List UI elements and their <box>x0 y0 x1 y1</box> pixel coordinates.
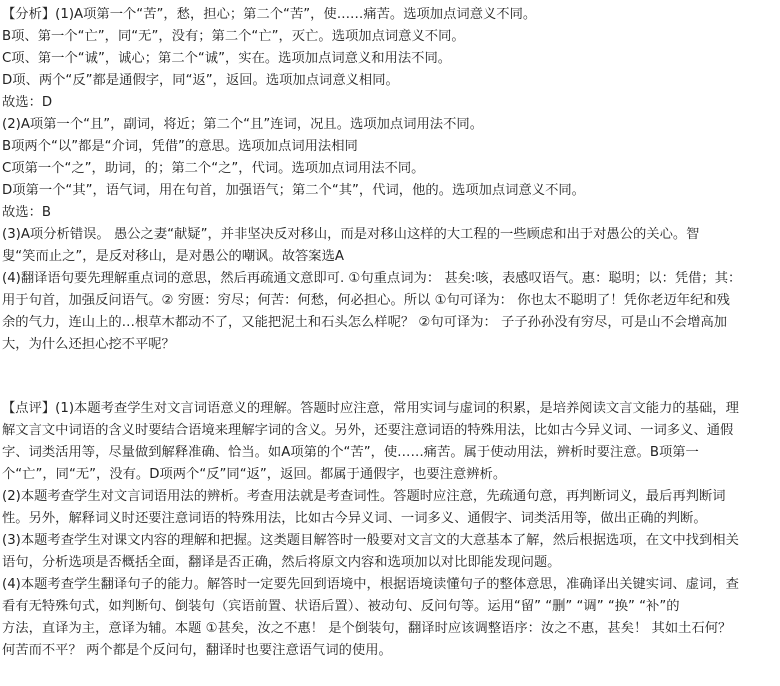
analysis-line-11: (3)A项分析错误。 愚公之妻“献疑”，并非坚决反对移山，而是对移山这样的大工程的一些顾虑和出于对愚公的关心。智 <box>2 227 700 242</box>
analysis-line-13: (4)翻译语句要先理解重点词的意思，然后再疏通文意即可. ①句重点词为： 甚矣:咳，表感叹语气。惠：聪明；以：凭借；其： <box>2 271 742 286</box>
analysis-answer-2: 故选：B <box>2 205 52 220</box>
analysis-line-3: C项、第一个“诚”，诚心；第二个“诚”，实在。选项加点词意义和用法不同。 <box>2 51 452 66</box>
analysis-line-2: B项、第一个“亡”，同“无”，没有；第二个“亡”，灭亡。选项加点词意义不同。 <box>2 29 465 44</box>
analysis-line-9: D项第一个“其”，语气词，用在句首，加强语气；第二个“其”，代词，他的。选项加点词意义不同。 <box>2 183 585 198</box>
analysis-line-4: D项、两个“反”都是通假字，同“返”，返回。选项加点词意义相同。 <box>2 73 399 88</box>
comment-line-10: 看有无特殊句式，如判断句、倒装句（宾语前置、状语后置）、被动句、反问句等。运用“留” “删” “调” “换” “补”的 <box>2 599 680 614</box>
comment-line-8: 语句，分析选项是否概括全面，翻译是否正确，然后将原文内容和选项加以对比即能发现问题。 <box>2 555 561 570</box>
analysis-line-6: (2)A项第一个“且”，副词，将近；第二个“且”连词，况且。选项加点词用法不同。 <box>2 117 483 132</box>
analysis-line-7: B项两个“以”都是“介词，凭借”的意思。选项加点词用法相同 <box>2 139 358 154</box>
comment-line-7: (3)本题考查学生对课文内容的理解和把握。这类题目解答时一般要对文言文的大意基本了解，然后根据选项，在文中找到相关 <box>2 533 739 548</box>
comment-line-9: (4)本题考查学生翻译句子的能力。解答时一定要先回到语境中，根据语境读懂句子的整体意思，准确译出关键实词、虚词，查 <box>2 577 739 592</box>
comment-line-6: 性。另外，解释词义时还要注意词语的特殊用法，比如古今异义词、一词多义、通假字、词类活用等，做出正确的判断。 <box>2 511 707 526</box>
analysis-line-1: 【分析】(1)A项第一个“苦”，愁，担心；第二个“苦”，使……痛苦。选项加点词意义不同。 <box>2 7 537 22</box>
analysis-line-8: C项第一个“之”，助词，的；第二个“之”，代词。选项加点词用法不同。 <box>2 161 425 176</box>
comment-line-1: 【点评】(1)本题考查学生对文言词语意义的理解。答题时应注意，常用实词与虚词的积累，是培养阅读文言文能力的基础，理 <box>2 401 739 416</box>
comment-line-12: 何苦而不平？ 两个都是个反问句，翻译时也要注意语气词的使用。 <box>2 643 392 658</box>
analysis-line-15: 余的气力，连山上的…根草木都动不了，又能把泥土和石头怎么样呢？ ②句可译为： 子子孙孙没有穷尽，可是山不会增高加 <box>2 315 728 330</box>
analysis-answer-1: 故选：D <box>2 95 53 110</box>
comment-line-4: 个“亡”，同“无”，没有。D项两个“反”同“返”，返回。都属于通假字，也要注意辨析。 <box>2 467 507 482</box>
comment-line-3: 字、词类活用等，尽量做到解释准确、恰当。如A项第的个“苦”，使……痛苦。属于使动用法，辨析时要注意。B项第一 <box>2 445 699 460</box>
analysis-line-16: 大，为什么还担心挖不平呢？ <box>2 337 175 352</box>
analysis-line-14: 用于句首，加强反问语气。② 穷匮：穷尽；何苦：何愁，何必担心。所以 ①句可译为： 你也太不聪明了！凭你老迈年纪和残 <box>2 293 730 308</box>
comment-line-5: (2)本题考查学生对文言词语用法的辨析。考查用法就是考查词性。答题时应注意，先疏通句意，再判断词义，最后再判断词 <box>2 489 726 504</box>
comment-line-2: 解文言文中词语的含义时要结合语境来理解字词的含义。另外，还要注意词语的特殊用法，比如古今异义词、一词多义、通假 <box>2 423 734 438</box>
comment-line-11: 方法，直译为主，意译为辅。本题 ①甚矣，汝之不惠！ 是个倒装句，翻译时应该调整语序：汝之不惠，甚矣！ 其如土石何？ <box>2 621 732 636</box>
analysis-line-12: 叟“笑而止之”，是反对移山，是对愚公的嘲讽。故答案选A <box>2 249 344 264</box>
